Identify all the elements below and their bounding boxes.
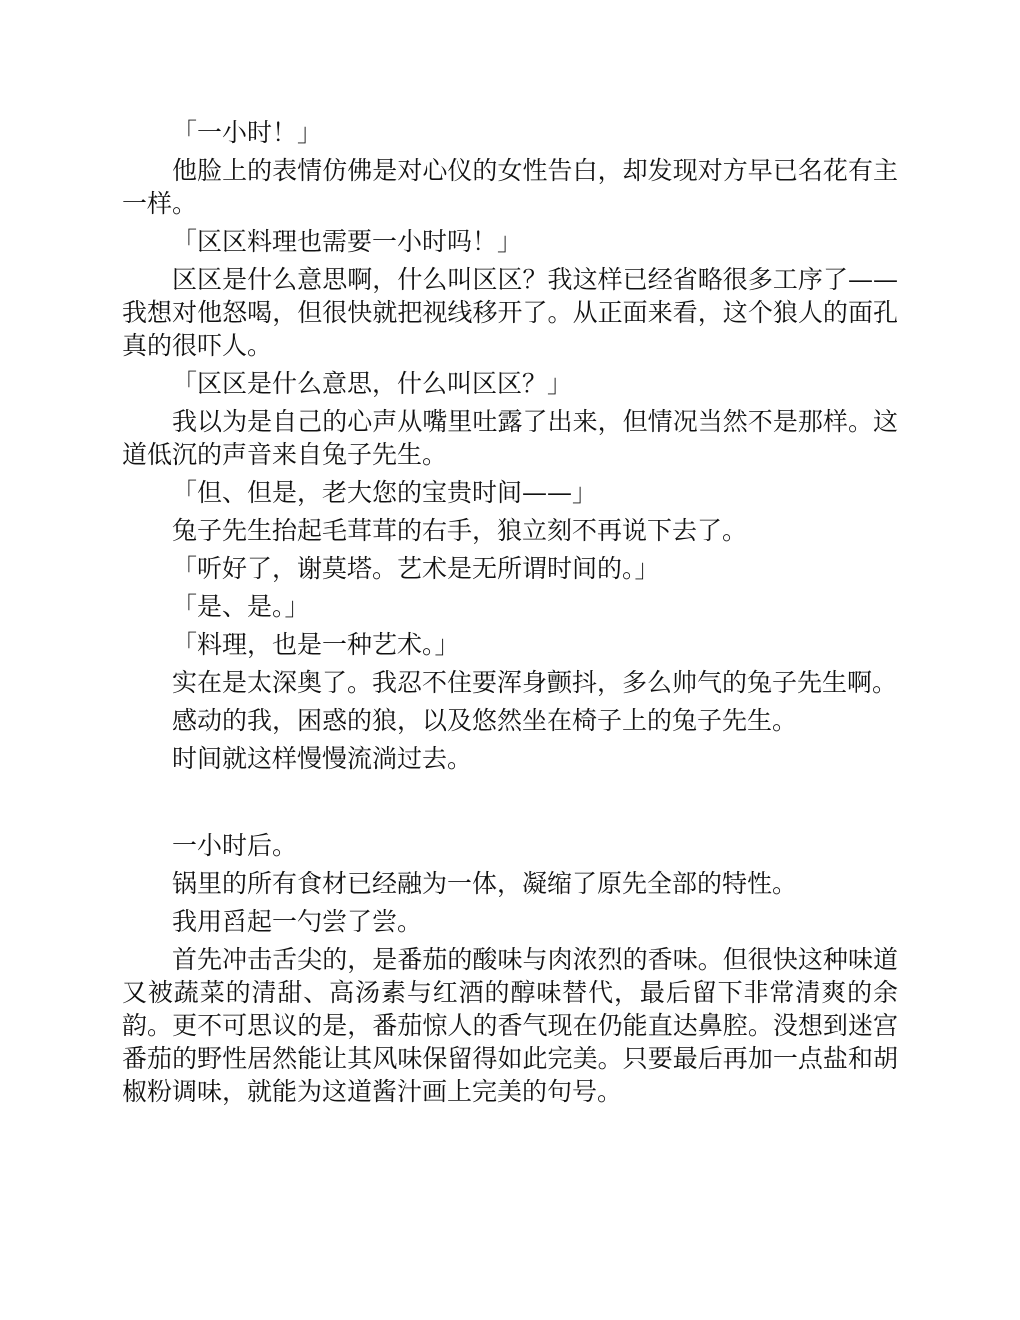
- paragraph: 我用舀起一勺尝了尝。: [172, 907, 423, 936]
- paragraph: 他脸上的表情仿佛是对心仪的女性告白，却发现对方早已名花有主一样。: [122, 156, 898, 218]
- paragraph: 「料理，也是一种艺术。」: [172, 630, 460, 659]
- paragraph: 我以为是自己的心声从嘴里吐露了出来，但情况当然不是那样。这道低沉的声音来自兔子先生。: [122, 407, 898, 469]
- paragraph: 「区区料理也需要一小时吗！」: [172, 227, 523, 256]
- paragraph: 区区是什么意思啊，什么叫区区？我这样已经省略很多工序了——我想对他怒喝，但很快就把视线移开了。从正面来看，这个狼人的面孔真的很吓人。: [122, 265, 898, 360]
- paragraph: 实在是太深奥了。我忍不住要浑身颤抖，多么帅气的兔子先生啊。: [172, 668, 898, 697]
- scene-break: [122, 780, 898, 829]
- paragraph: 首先冲击舌尖的，是番茄的酸味与肉浓烈的香味。但很快这种味道又被蔬菜的清甜、高汤素与红酒的醇味替代，最后留下非常清爽的余韵。更不可思议的是，番茄惊人的香气现在仍能直达鼻腔。没想到迷宫番茄的野性居然能让其风味保留得如此完美。只要最后再加一点盐和胡椒粉调味，就能为这道酱汁画上完美的句号。: [122, 945, 898, 1106]
- paragraph: 「一小时！」: [172, 118, 323, 147]
- paragraph: 感动的我，困惑的狼，以及悠然坐在椅子上的兔子先生。: [172, 706, 798, 735]
- paragraph: 「区区是什么意思，什么叫区区？」: [172, 369, 573, 398]
- paragraph: 时间就这样慢慢流淌过去。: [172, 744, 473, 773]
- paragraph: 「但、但是，老大您的宝贵时间——」: [172, 478, 598, 507]
- paragraph: 兔子先生抬起毛茸茸的右手，狼立刻不再说下去了。: [172, 516, 748, 545]
- paragraph: 「听好了，谢莫塔。艺术是无所谓时间的。」: [172, 554, 660, 583]
- paragraph: 「是、是。」: [172, 592, 310, 621]
- paragraph: 一小时后。: [172, 831, 298, 860]
- body-text: [122, 116, 898, 1113]
- paragraph: 锅里的所有食材已经融为一体，凝缩了原先全部的特性。: [172, 869, 798, 898]
